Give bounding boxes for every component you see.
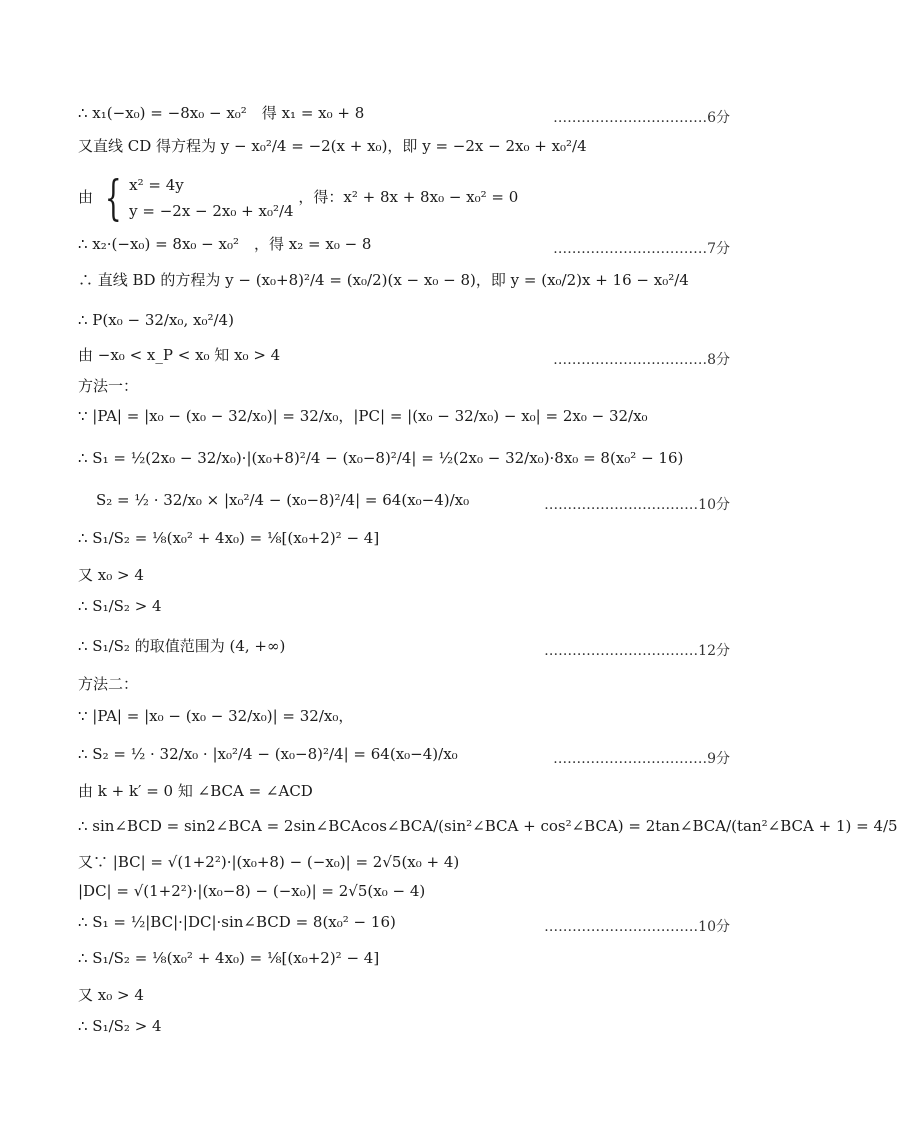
- line-ratio: ∴ S₁/S₂ = ⅛(x₀² + 4x₀) = ⅛[(x₀+2)² − 4]: [78, 529, 380, 547]
- line-x0-range: 由 −x₀ < x_P < x₀ 知 x₀ > 4: [78, 346, 281, 364]
- line-cd-equation: 又直线 CD 得方程为 y − x₀²/4 = −2(x + x₀)，即 y = −2x − 2x₀ + x₀²/4: [78, 137, 587, 155]
- line-x0-gt-4-method2: 又 x₀ > 4: [78, 986, 144, 1004]
- line-bc-length: 又∵ |BC| = √(1+2²)·|(x₀+8) − (−x₀)| = 2√5(x₀ + 4): [78, 853, 460, 871]
- score-9: ……………………………9分: [553, 751, 730, 767]
- system-prefix: 由: [78, 188, 94, 206]
- system-eq-1: x² = 4y: [129, 176, 184, 194]
- line-ratio-method2: ∴ S₁/S₂ = ⅛(x₀² + 4x₀) = ⅛[(x₀+2)² − 4]: [78, 949, 380, 967]
- system-result: ，得：x² + 8x + 8x₀ − x₀² = 0: [298, 188, 519, 206]
- line-point-p: ∴ P(x₀ − 32/x₀, x₀²/4): [78, 311, 234, 329]
- left-brace: {: [104, 170, 122, 226]
- method-one-heading: 方法一：: [78, 377, 139, 395]
- line-x0-gt-4: 又 x₀ > 4: [78, 566, 144, 584]
- line-ratio-range: ∴ S₁/S₂ 的取值范围为 (4, +∞): [78, 637, 286, 655]
- line-bd-equation: ∴ 直线 BD 的方程为 y − (x₀+8)²/4 = (x₀/2)(x − x₀ − 8)，即 y = (x₀/2)x + 16 − x₀²/4: [78, 271, 689, 289]
- line-ratio-gt-4: ∴ S₁/S₂ > 4: [78, 597, 162, 615]
- line-pa-pc: ∵ |PA| = |x₀ − (x₀ − 32/x₀)| = 32/x₀，|PC| = |(x₀ − 32/x₀) − x₀| = 2x₀ − 32/x₀: [78, 407, 648, 425]
- system-eq-2: y = −2x − 2x₀ + x₀²/4: [129, 202, 294, 220]
- score-7: ……………………………7分: [553, 241, 730, 257]
- equation-system: [129, 172, 293, 224]
- line-s2-method2: ∴ S₂ = ½ · 32/x₀ · |x₀²/4 − (x₀−8)²/4| = 64(x₀−4)/x₀: [78, 745, 458, 763]
- line-s2: S₂ = ½ · 32/x₀ × |x₀²/4 − (x₀−8)²/4| = 64(x₀−4)/x₀: [96, 491, 470, 509]
- line-ratio-gt-4-method2: ∴ S₁/S₂ > 4: [78, 1017, 162, 1035]
- score-12: ……………………………12分: [544, 643, 730, 659]
- method-two-heading: 方法二：: [78, 675, 139, 693]
- line-x1: ∴ x₁(−x₀) = −8x₀ − x₀² 得 x₁ = x₀ + 8: [78, 104, 365, 122]
- score-6: ……………………………6分: [553, 110, 730, 126]
- score-10b: ……………………………10分: [544, 919, 730, 935]
- line-s1: ∴ S₁ = ½(2x₀ − 32/x₀)·|(x₀+8)²/4 − (x₀−8)²/4| = ½(2x₀ − 32/x₀)·8x₀ = 8(x₀² − 16): [78, 449, 684, 467]
- line-sin-bcd: ∴ sin∠BCD = sin2∠BCA = 2sin∠BCAcos∠BCA/(sin²∠BCA + cos²∠BCA) = 2tan∠BCA/(tan²∠BCA + 1) = 4/5: [78, 817, 898, 835]
- line-x2: ∴ x₂·(−x₀) = 8x₀ − x₀² ，得 x₂ = x₀ − 8: [78, 235, 372, 253]
- line-angle-equality: 由 k + k′ = 0 知 ∠BCA = ∠ACD: [78, 782, 313, 800]
- line-dc-length: |DC| = √(1+2²)·|(x₀−8) − (−x₀)| = 2√5(x₀ − 4): [78, 882, 426, 900]
- line-s1-method2: ∴ S₁ = ½|BC|·|DC|·sin∠BCD = 8(x₀² − 16): [78, 913, 396, 931]
- line-system: [78, 172, 518, 224]
- score-10a: ……………………………10分: [544, 497, 730, 513]
- line-pa: ∵ |PA| = |x₀ − (x₀ − 32/x₀)| = 32/x₀，: [78, 707, 354, 725]
- score-8: ……………………………8分: [553, 352, 730, 368]
